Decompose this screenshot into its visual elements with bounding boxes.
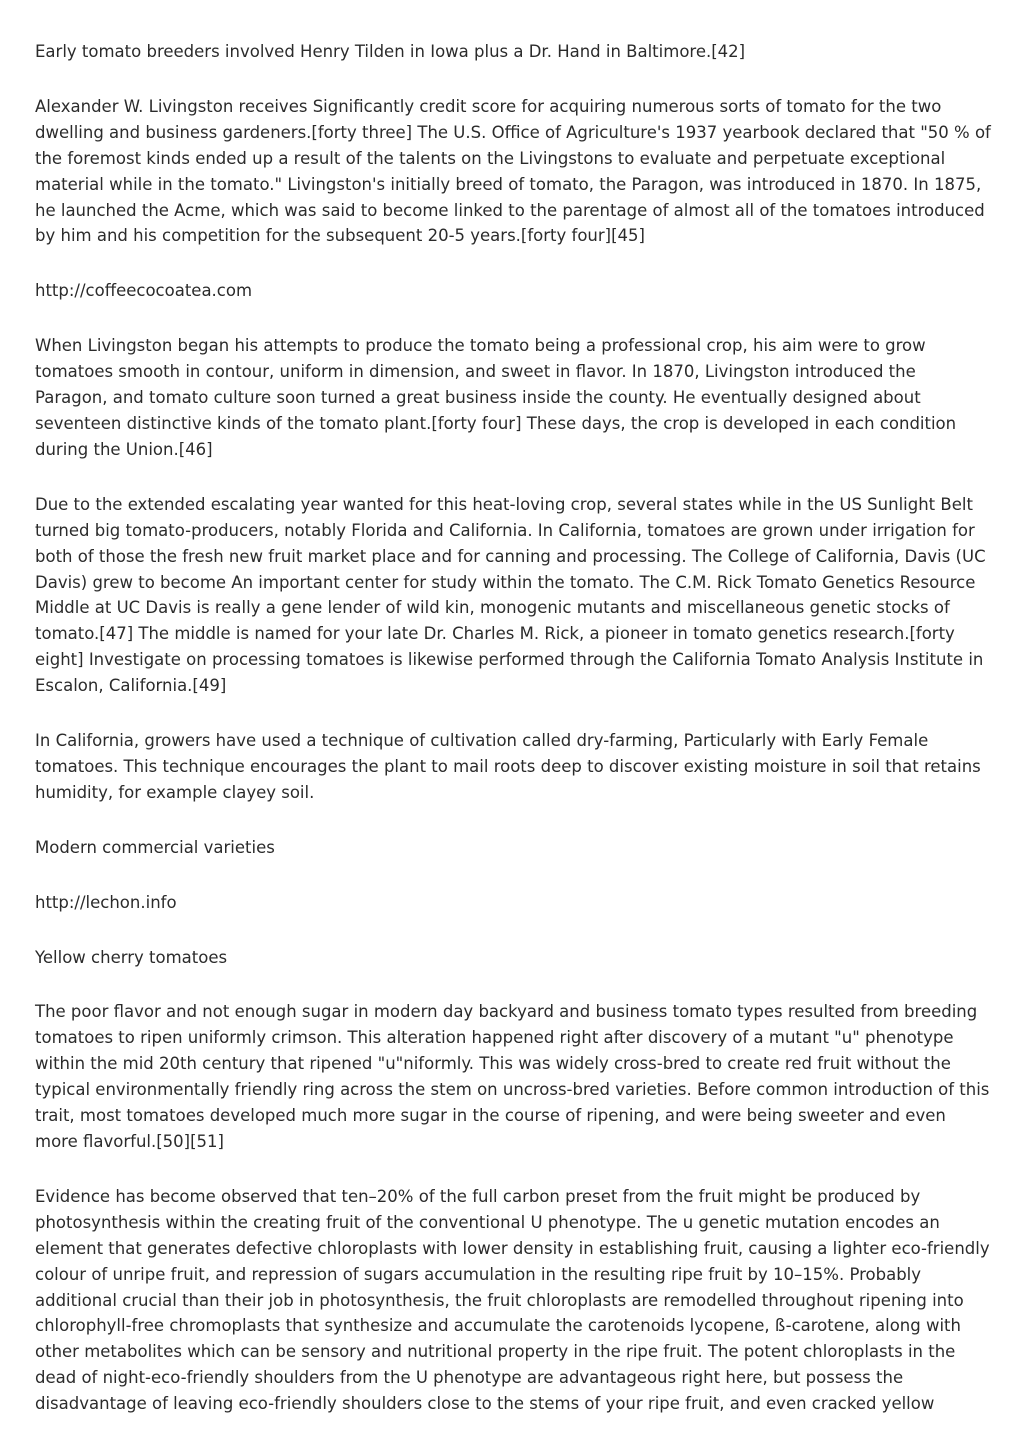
paragraph-early-breeders: Early tomato breeders involved Henry Tilden in Iowa plus a Dr. Hand in Baltimore.[42] xyxy=(35,42,746,61)
paragraph-dry-farming: In California, growers have used a technique of cultivation called dry-farming, Particularly with Early Female tomatoes. This technique encourages the plant to mail roots deep to discover existing moisture in soil that retains humidity, for example clayey soil. xyxy=(35,731,981,802)
paragraph-poor-flavor: The poor flavor and not enough sugar in modern day backyard and business tomato types resulted from breeding tomatoes to ripen uniformly crimson. This alteration happened right after discovery of a mutant "u" phenotype within the mid 20th century that ripened "u"niformly. This was widely cross-bred to create red fruit without the typical environmentally friendly ring across the stem on uncross-bred varieties. Before common introduction of this trait, most tomatoes developed much more sugar in the course of ripening, and were being sweeter and even more flavorful.[50][51] xyxy=(35,1002,990,1151)
link-coffeecocoatea: http://coffeecocoatea.com xyxy=(35,281,253,301)
paragraph-livingston-credit: Alexander W. Livingston receives Significantly credit score for acquiring numerous sorts of tomato for the two dwelling and business gardeners.[forty three] The U.S. Office of Agriculture's 1937 yearbook declared that "50 % of the foremost kinds ended up a result of the talents on the Livingstons to evaluate and perpetuate exceptional material while in the tomato." Livingston's initially breed of tomato, the Paragon, was introduced in 1870. In 1875, he launched the Acme, which was said to become linked to the parentage of almost all of the tomatoes introduced by him and his competition for the subsequent 20-5 years.[forty four][45] xyxy=(35,96,991,246)
paragraph-growing-season: Due to the extended escalating year wanted for this heat-loving crop, several states while in the US Sunlight Belt turned big tomato-producers, notably Florida and California. In California, tomatoes are grown under irrigation for both of those the fresh new fruit market place and for canning and processing. The College of California, Davis (UC Davis) grew to become An important center for study within the tomato. The C.M. Rick Tomato Genetics Resource Middle at UC Davis is really a gene lender of wild kin, monogenic mutants and miscellaneous genetic stocks of tomato.[47] The middle is named for your late Dr. Charles M. Rick, a pioneer in tomato genetics research.[forty eight] Investigate on processing tomatoes is likewise performed through the California Tomato Analysis Institute in Escalon, California.[49] xyxy=(35,494,986,696)
caption-yellow-cherry: Yellow cherry tomatoes xyxy=(35,947,228,967)
paragraph-evidence: Evidence has become observed that ten–20% of the full carbon preset from the fruit might be produced by photosynthesis within the creating fruit of the conventional U phenotype. The u genetic mutation encodes an element that generates defective chloroplasts with lower density in establishing fruit, causing a lighter eco-friendly colour of unripe fruit, and repression of sugars accumulation in the resulting ripe fruit by 10–15%. Probably additional crucial than their job in photosynthesis, the fruit chloroplasts are remodelled throughout ripening into chlorophyll-free chromoplasts that synthesize and accumulate the carotenoids lycopene, ß-carotene, along with other metabolites which can be sensory and nutritional property in the ripe fruit. The potent chloroplasts in the dead of night-eco-friendly shoulders from the U phenotype are advantageous right here, but possess the disadvantage of leaving eco-friendly shoulders close to the stems of your ripe fruit, and even cracked yellow xyxy=(35,1186,990,1414)
heading-modern-varieties: Modern commercial varieties xyxy=(35,837,275,857)
paragraph-livingston-attempts: When Livingston began his attempts to produce the tomato being a professional crop, his aim were to grow tomatoes smooth in contour, uniform in dimension, and sweet in flavor. In 1870, Livingston introduced the Paragon, and tomato culture soon turned a great business inside the county. He eventually designed about seventeen distinctive kinds of the tomato plant.[forty four] These days, the crop is developed in each condition during the Union.[46] xyxy=(35,336,957,459)
link-lechon: http://lechon.info xyxy=(35,892,177,912)
document-body xyxy=(35,39,993,1446)
